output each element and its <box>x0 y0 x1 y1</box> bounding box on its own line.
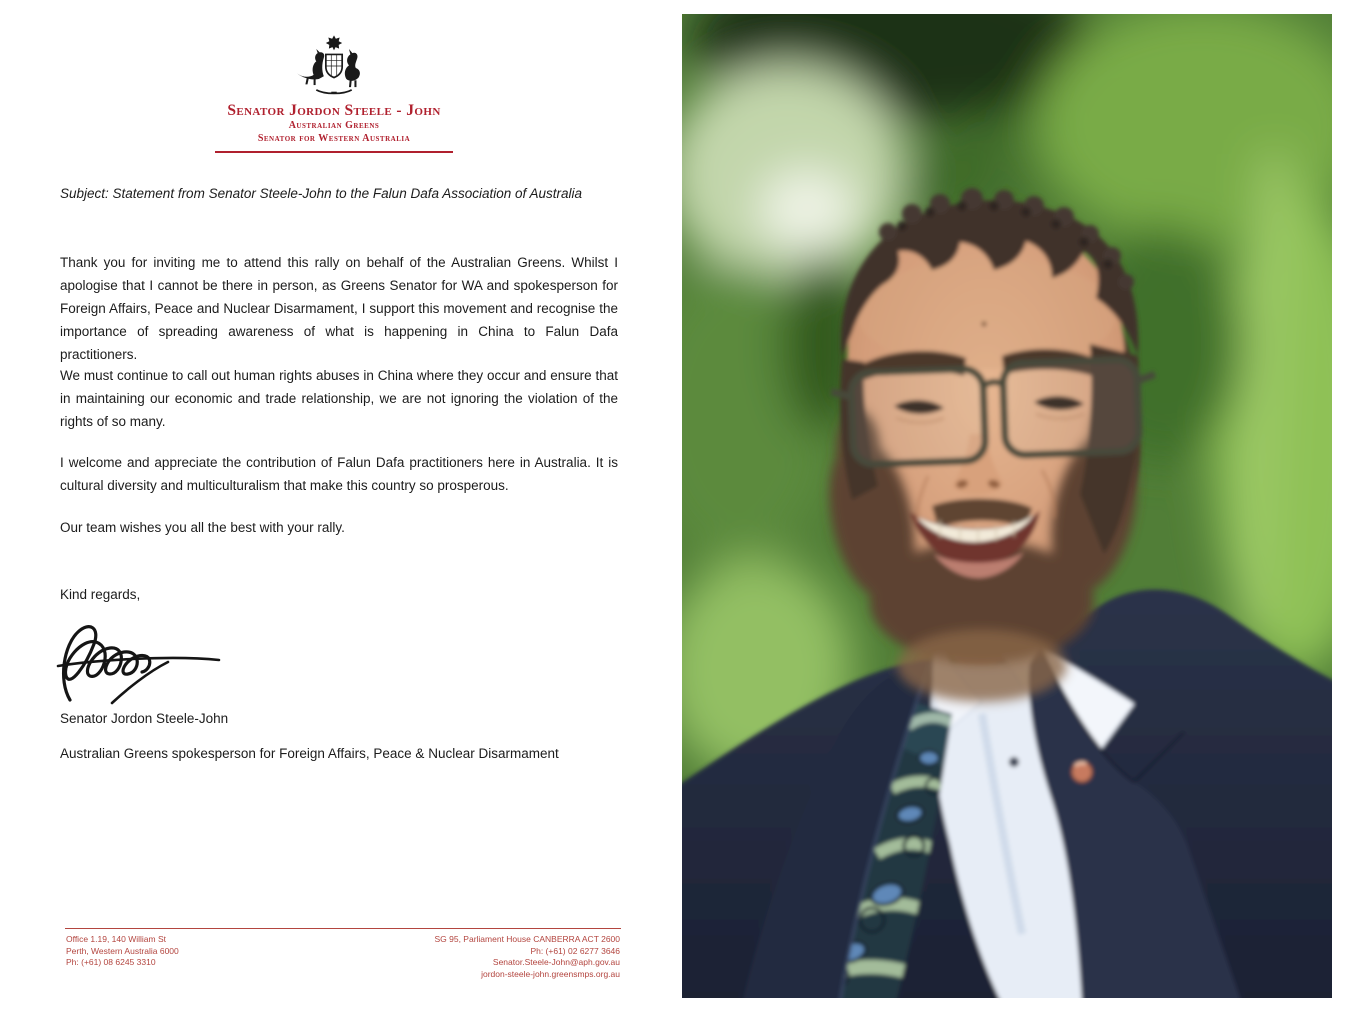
letterhead-title: Senator for Western Australia <box>257 132 411 144</box>
signatory-name: Senator Jordon Steele-John <box>60 711 229 726</box>
coat-of-arms-icon <box>293 34 375 98</box>
letterhead-name: Senator Jordon Steele - John <box>227 102 441 119</box>
portrait-photo <box>682 14 1332 998</box>
paragraph-4: Our team wishes you all the best with your rally. <box>60 520 345 535</box>
paragraph-1: Thank you for inviting me to attend this rally on behalf of the Australian Greens. Whilst I apologise that I cannot be there in person, as Greens Senator for WA and spokesperson for Foreign Affairs, Peace and Nuclear Disarmament, I support this movement and recognise the importance of spreading awareness of what is happening in China to Falun Dafa practitioners. <box>60 255 618 362</box>
letterhead-party: Australian Greens <box>288 120 380 131</box>
footer-line: SG 95, Parliament House CANBERRA ACT 2600 <box>434 934 620 944</box>
footer-address-left <box>66 934 179 969</box>
paragraph-3: I welcome and appreciate the contribution of Falun Dafa practitioners here in Australia. It is cultural diversity and multiculturalism that make this country so prosperous. <box>60 455 618 493</box>
footer-rule <box>65 928 621 929</box>
footer-line: Perth, Western Australia 6000 <box>66 945 179 956</box>
footer-email: Senator.Steele-John@aph.gov.au <box>492 957 620 967</box>
closing-line: Kind regards, <box>60 587 141 602</box>
signature-image <box>56 610 231 706</box>
footer-line: Ph: (+61) 08 6245 3310 <box>66 957 156 967</box>
footer-line: Office 1.19, 140 William St <box>66 934 166 944</box>
footer-line: Ph: (+61) 02 6277 3646 <box>530 945 620 956</box>
subject-line: Subject: Statement from Senator Steele-John to the Falun Dafa Association of Australia <box>60 186 583 201</box>
signatory-title: Australian Greens spokesperson for Foreign Affairs, Peace & Nuclear Disarmament <box>60 746 559 761</box>
footer-address-right <box>260 934 620 980</box>
lapel-pin <box>1072 762 1092 782</box>
paragraph-2: We must continue to call out human rights abuses in China where they occur and ensure that in maintaining our economic and trade relationship, we are not ignoring the violation of the rights of so many. <box>60 368 618 429</box>
letterhead <box>215 34 453 153</box>
footer-website: jordon-steele-john.greensmps.org.au <box>481 968 620 979</box>
